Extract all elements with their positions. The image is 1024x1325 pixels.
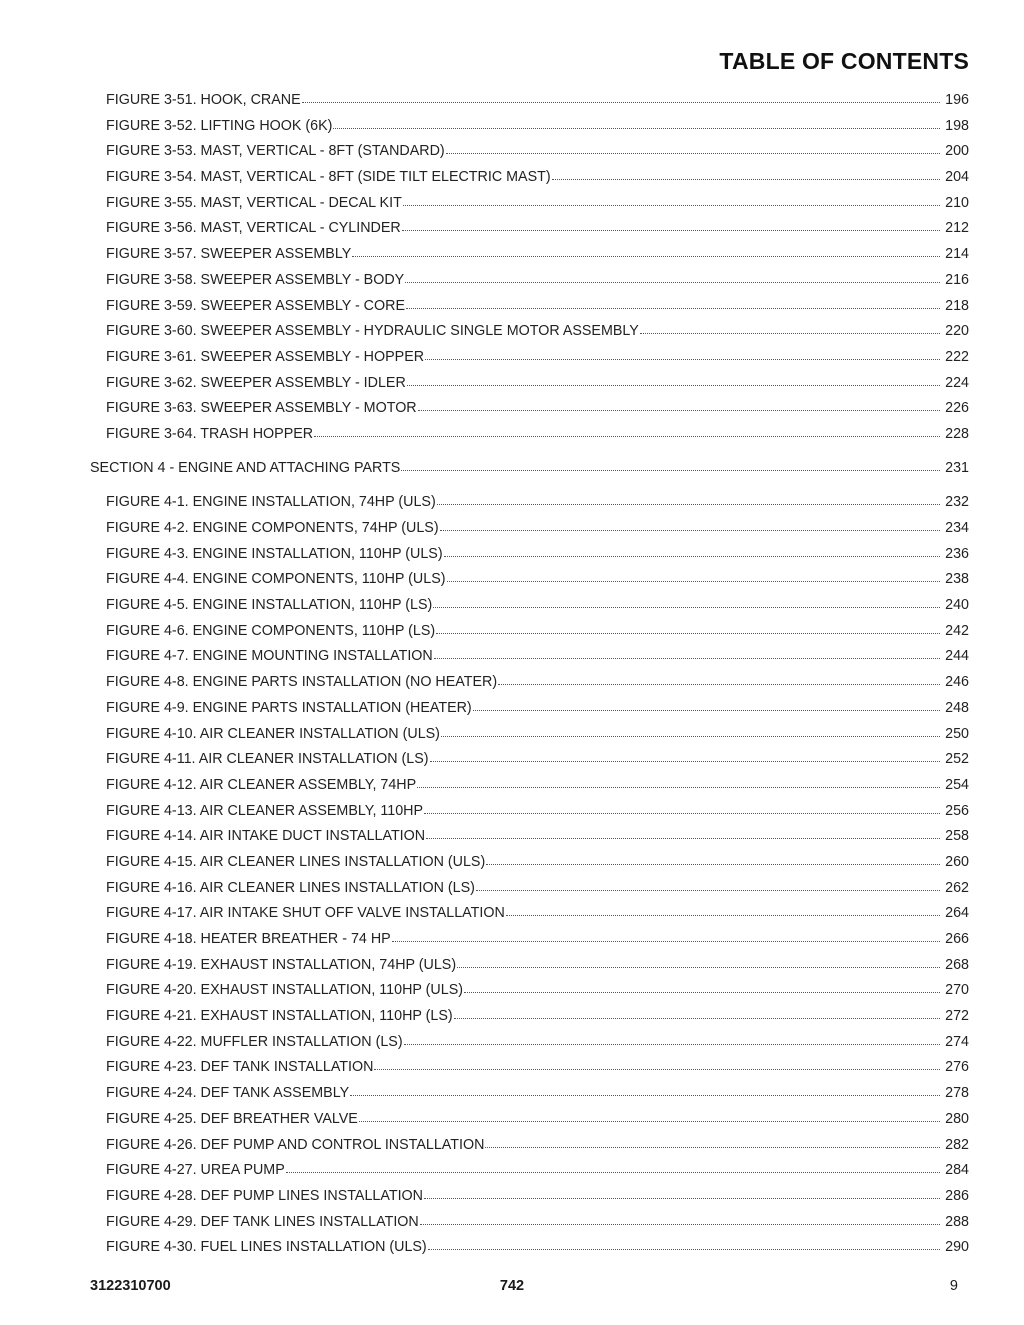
toc-entry-page: 218 — [945, 297, 969, 314]
toc-dot-leader — [417, 775, 940, 789]
toc-entry-label: FIGURE 3-62. SWEEPER ASSEMBLY - IDLER — [106, 374, 406, 391]
toc-entry-page: 266 — [945, 931, 969, 947]
page-footer — [0, 1278, 1024, 1298]
toc-dot-leader — [426, 826, 940, 840]
toc-dot-leader — [506, 903, 940, 917]
toc-dot-leader — [401, 458, 940, 472]
toc-dot-leader — [404, 1032, 940, 1046]
toc-entry-label: FIGURE 4-20. EXHAUST INSTALLATION, 110HP (ULS) — [106, 982, 463, 999]
toc-entry-page: 210 — [945, 194, 969, 211]
toc-entry-page: 228 — [945, 425, 969, 442]
toc-entry-page: 200 — [945, 143, 969, 160]
toc-dot-leader — [441, 724, 940, 738]
toc-dot-leader — [430, 749, 940, 763]
toc-entry-label: FIGURE 4-11. AIR CLEANER INSTALLATION (LS) — [106, 751, 429, 768]
toc-dot-leader — [444, 544, 940, 558]
toc-figure-entry[interactable] — [0, 927, 1024, 953]
toc-figure-entry[interactable] — [0, 242, 1024, 268]
toc-entry-page: 224 — [945, 374, 969, 391]
toc-figure-entry[interactable] — [0, 670, 1024, 696]
toc-entry-label: SECTION 4 - ENGINE AND ATTACHING PARTS — [90, 460, 401, 477]
toc-figure-entry[interactable] — [0, 1235, 1024, 1261]
toc-dot-leader — [437, 492, 940, 506]
toc-dot-leader — [420, 1212, 940, 1226]
toc-entry-page: 276 — [945, 1059, 969, 1076]
page-title: TABLE OF CONTENTS — [719, 48, 969, 74]
toc-dot-leader — [424, 801, 940, 815]
toc-figure-entry[interactable] — [0, 593, 1024, 619]
toc-figure-entry[interactable] — [0, 268, 1024, 294]
toc-dot-leader — [286, 1160, 940, 1174]
toc-entry-label: FIGURE 4-13. AIR CLEANER ASSEMBLY, 110HP — [106, 802, 424, 819]
toc-dot-leader — [498, 672, 940, 686]
toc-entry-page: 288 — [945, 1213, 969, 1230]
toc-dot-leader — [407, 373, 940, 387]
toc-entry-label: FIGURE 4-9. ENGINE PARTS INSTALLATION (HEATER) — [106, 699, 472, 716]
toc-entry-page: 198 — [945, 117, 969, 134]
toc-entry-page: 240 — [945, 597, 969, 614]
toc-entry-page: 284 — [945, 1162, 969, 1179]
toc-dot-leader — [406, 296, 940, 310]
toc-entry-page: 262 — [945, 879, 969, 896]
toc-figure-entry[interactable] — [0, 901, 1024, 927]
toc-entry-label: FIGURE 4-4. ENGINE COMPONENTS, 110HP (ULS) — [106, 571, 446, 588]
toc-dot-leader — [350, 1083, 940, 1097]
toc-entry-page: 232 — [945, 494, 969, 511]
toc-figure-entry[interactable] — [0, 953, 1024, 979]
toc-dot-leader — [457, 955, 940, 969]
toc-figure-entry[interactable] — [0, 747, 1024, 773]
toc-entry-page: 248 — [945, 699, 969, 716]
toc-figure-entry[interactable] — [0, 542, 1024, 568]
toc-figure-entry[interactable] — [0, 396, 1024, 422]
toc-entry-label: FIGURE 4-6. ENGINE COMPONENTS, 110HP (LS) — [106, 622, 436, 639]
toc-entry-page: 282 — [945, 1136, 969, 1153]
toc-dot-leader — [436, 621, 940, 635]
toc-dot-leader — [333, 116, 940, 130]
toc-dot-leader — [374, 1057, 940, 1071]
toc-entry-label: FIGURE 4-29. DEF TANK LINES INSTALLATION — [106, 1213, 419, 1230]
toc-entry-page: 270 — [945, 982, 969, 999]
toc-dot-leader — [552, 167, 940, 181]
toc-figure-entry[interactable] — [0, 850, 1024, 876]
toc-dot-leader — [454, 1006, 940, 1020]
toc-entry-label: FIGURE 3-61. SWEEPER ASSEMBLY - HOPPER — [106, 348, 425, 365]
toc-dot-leader — [405, 270, 940, 284]
toc-entry-label: FIGURE 4-24. DEF TANK ASSEMBLY — [106, 1085, 350, 1102]
toc-dot-leader — [314, 424, 940, 438]
toc-figure-entry[interactable] — [0, 619, 1024, 645]
toc-dot-leader — [359, 1109, 940, 1123]
toc-entry-label: FIGURE 4-1. ENGINE INSTALLATION, 74HP (ULS) — [106, 494, 436, 511]
toc-entry-page: 222 — [945, 348, 969, 365]
toc-entry-page: 234 — [945, 520, 969, 536]
toc-figure-entry[interactable] — [0, 191, 1024, 217]
toc-figure-entry[interactable] — [0, 1184, 1024, 1210]
toc-figure-entry[interactable] — [0, 1107, 1024, 1133]
toc-entry-page: 254 — [945, 776, 969, 793]
toc-figure-entry[interactable] — [0, 516, 1024, 542]
toc-entry-page: 260 — [945, 853, 969, 870]
toc-entry-label: FIGURE 3-55. MAST, VERTICAL - DECAL KIT — [106, 194, 402, 211]
toc-entry-label: FIGURE 3-58. SWEEPER ASSEMBLY - BODY — [106, 271, 405, 288]
toc-entry-page: 246 — [945, 674, 969, 691]
toc-entry-label: FIGURE 3-57. SWEEPER ASSEMBLY — [106, 246, 352, 263]
toc-dot-leader — [428, 1237, 940, 1251]
toc-entry-label: FIGURE 4-22. MUFFLER INSTALLATION (LS) — [106, 1033, 403, 1050]
toc-entry-label: FIGURE 4-18. HEATER BREATHER - 74 HP — [106, 931, 391, 947]
toc-entry-page: 286 — [945, 1187, 969, 1204]
toc-entry-label: FIGURE 4-15. AIR CLEANER LINES INSTALLATION (ULS) — [106, 853, 486, 870]
toc-entry-label: FIGURE 4-16. AIR CLEANER LINES INSTALLATION (LS) — [106, 879, 475, 896]
toc-dot-leader — [392, 929, 940, 943]
toc-figure-entry[interactable] — [0, 319, 1024, 345]
toc-entry-label: FIGURE 4-23. DEF TANK INSTALLATION — [106, 1059, 374, 1076]
toc-entry-label: FIGURE 4-17. AIR INTAKE SHUT OFF VALVE INSTALLATION — [106, 905, 505, 922]
toc-figure-entry[interactable] — [0, 876, 1024, 902]
toc-figure-entry[interactable] — [0, 216, 1024, 242]
toc-figure-entry[interactable] — [0, 644, 1024, 670]
toc-dot-leader — [485, 1135, 940, 1149]
toc-entry-label: FIGURE 4-27. UREA PUMP — [106, 1162, 285, 1179]
toc-dot-leader — [302, 90, 940, 104]
toc-entry-page: 216 — [945, 271, 969, 288]
toc-dot-leader — [473, 698, 940, 712]
toc-dot-leader — [402, 218, 940, 232]
toc-figure-entry[interactable] — [0, 1133, 1024, 1159]
toc-entry-page: 250 — [945, 725, 969, 742]
toc-entry-label: FIGURE 4-3. ENGINE INSTALLATION, 110HP (ULS) — [106, 545, 443, 562]
toc-entry-page: 236 — [945, 545, 969, 562]
toc-figure-entry[interactable] — [0, 88, 1024, 114]
toc-entry-label: FIGURE 4-19. EXHAUST INSTALLATION, 74HP (ULS) — [106, 956, 457, 973]
toc-entry-label: FIGURE 4-30. FUEL LINES INSTALLATION (ULS) — [106, 1239, 427, 1256]
toc-figure-entry[interactable] — [0, 422, 1024, 448]
toc-dot-leader — [425, 347, 940, 361]
toc-entry-page: 272 — [945, 1008, 969, 1025]
toc-entry-label: FIGURE 4-2. ENGINE COMPONENTS, 74HP (ULS) — [106, 520, 439, 536]
toc-dot-leader — [476, 878, 940, 892]
toc-entry-page: 252 — [945, 751, 969, 768]
toc-entry-page: 231 — [945, 460, 969, 477]
toc-figure-entry[interactable] — [0, 799, 1024, 825]
toc-figure-entry[interactable] — [0, 139, 1024, 165]
toc-entry-label: FIGURE 3-63. SWEEPER ASSEMBLY - MOTOR — [106, 400, 417, 417]
toc-figure-entry[interactable] — [0, 165, 1024, 191]
toc-figure-entry[interactable] — [0, 490, 1024, 516]
toc-dot-leader — [352, 244, 940, 258]
toc-dot-leader — [447, 569, 941, 583]
toc-figure-entry[interactable] — [0, 1081, 1024, 1107]
toc-section-entry[interactable] — [0, 456, 1024, 482]
toc-entry-page: 278 — [945, 1085, 969, 1102]
toc-entry-label: FIGURE 3-60. SWEEPER ASSEMBLY - HYDRAULIC SINGLE MOTOR ASSEMBLY — [106, 323, 639, 340]
toc-entry-label: FIGURE 3-54. MAST, VERTICAL - 8FT (SIDE TILT ELECTRIC MAST) — [106, 169, 551, 186]
toc-figure-entry[interactable] — [0, 1210, 1024, 1236]
toc-entry-page: 280 — [945, 1110, 969, 1127]
toc-entry-label: FIGURE 3-53. MAST, VERTICAL - 8FT (STANDARD) — [106, 143, 445, 160]
toc-entry-page: 264 — [945, 905, 969, 922]
toc-entry-page: 238 — [945, 571, 969, 588]
toc-entry-page: 212 — [945, 220, 969, 237]
toc-dot-leader — [464, 980, 940, 994]
toc-dot-leader — [640, 321, 940, 335]
toc-figure-entry[interactable] — [0, 567, 1024, 593]
toc-figure-entry[interactable] — [0, 1030, 1024, 1056]
toc-entry-label: FIGURE 4-28. DEF PUMP LINES INSTALLATION — [106, 1187, 423, 1204]
toc-entry-label: FIGURE 4-21. EXHAUST INSTALLATION, 110HP (LS) — [106, 1008, 453, 1025]
toc-entry-page: 226 — [945, 400, 969, 417]
table-of-contents — [0, 88, 1024, 1261]
toc-entry-page: 220 — [945, 323, 969, 340]
toc-entry-label: FIGURE 4-14. AIR INTAKE DUCT INSTALLATION — [106, 828, 426, 845]
toc-dot-leader — [418, 398, 940, 412]
toc-entry-page: 242 — [945, 622, 969, 639]
toc-figure-entry[interactable] — [0, 371, 1024, 397]
footer-page-number: 9 — [949, 1278, 958, 1294]
toc-figure-entry[interactable] — [0, 1158, 1024, 1184]
toc-entry-page: 258 — [945, 828, 969, 845]
toc-entry-page: 196 — [945, 92, 969, 108]
footer-document-number: 3122310700 — [90, 1278, 171, 1294]
toc-figure-entry[interactable] — [0, 824, 1024, 850]
toc-entry-label: FIGURE 3-59. SWEEPER ASSEMBLY - CORE — [106, 297, 405, 314]
toc-entry-page: 204 — [945, 169, 969, 186]
toc-dot-leader — [446, 141, 940, 155]
toc-dot-leader — [440, 518, 940, 532]
toc-entry-page: 244 — [945, 648, 969, 665]
toc-entry-label: FIGURE 4-8. ENGINE PARTS INSTALLATION (NO HEATER) — [106, 674, 498, 691]
toc-entry-label: FIGURE 4-26. DEF PUMP AND CONTROL INSTALLATION — [106, 1136, 485, 1153]
toc-entry-label: FIGURE 3-52. LIFTING HOOK (6K) — [106, 117, 333, 134]
footer-model-number: 742 — [499, 1278, 525, 1294]
toc-figure-entry[interactable] — [0, 722, 1024, 748]
toc-entry-label: FIGURE 4-10. AIR CLEANER INSTALLATION (ULS) — [106, 725, 440, 742]
toc-entry-label: FIGURE 3-56. MAST, VERTICAL - CYLINDER — [106, 220, 401, 237]
toc-entry-page: 274 — [945, 1033, 969, 1050]
toc-figure-entry[interactable] — [0, 978, 1024, 1004]
toc-entry-page: 290 — [945, 1239, 969, 1256]
toc-entry-label: FIGURE 3-64. TRASH HOPPER — [106, 425, 314, 442]
toc-entry-label: FIGURE 4-7. ENGINE MOUNTING INSTALLATION — [106, 648, 433, 665]
toc-figure-entry[interactable] — [0, 1004, 1024, 1030]
toc-entry-page: 268 — [945, 956, 969, 973]
toc-figure-entry[interactable] — [0, 696, 1024, 722]
toc-entry-page: 256 — [945, 802, 969, 819]
toc-dot-leader — [403, 193, 940, 207]
toc-entry-label: FIGURE 3-51. HOOK, CRANE — [106, 92, 301, 108]
toc-entry-label: FIGURE 4-12. AIR CLEANER ASSEMBLY, 74HP — [106, 776, 417, 793]
toc-entry-label: FIGURE 4-5. ENGINE INSTALLATION, 110HP (LS) — [106, 597, 433, 614]
toc-entry-label: FIGURE 4-25. DEF BREATHER VALVE — [106, 1110, 358, 1127]
toc-figure-entry[interactable] — [0, 294, 1024, 320]
toc-dot-leader — [486, 852, 940, 866]
toc-figure-entry[interactable] — [0, 345, 1024, 371]
toc-dot-leader — [434, 646, 940, 660]
toc-figure-entry[interactable] — [0, 773, 1024, 799]
toc-figure-entry[interactable] — [0, 114, 1024, 140]
toc-entry-page: 214 — [945, 246, 969, 263]
toc-dot-leader — [424, 1186, 940, 1200]
toc-dot-leader — [433, 595, 940, 609]
toc-figure-entry[interactable] — [0, 1055, 1024, 1081]
